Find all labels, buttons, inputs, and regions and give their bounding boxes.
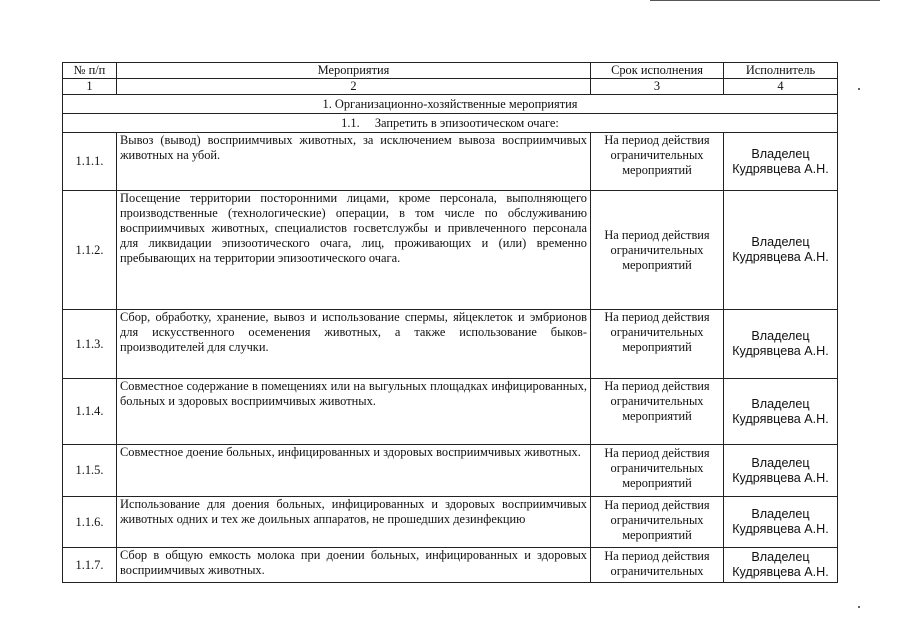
executor-role: Владелец [751,550,810,564]
table-row [63,379,838,445]
row-deadline: На период действия ограничительных мероприятий [591,379,724,445]
row-number: 1.1.5. [63,445,117,497]
executor-role: Владелец [751,396,810,411]
executor-role: Владелец [751,507,810,521]
row-number: 1.1.2. [63,191,117,310]
row-deadline: На период действия ограничительных [591,548,724,583]
header-measures: Мероприятия [117,63,591,79]
column-number: 3 [591,79,724,95]
row-deadline: На период действия ограничительных мероприятий [591,191,724,310]
table-row [63,548,838,583]
scan-mark [858,88,860,90]
row-deadline: На период действия ограничительных мероприятий [591,445,724,497]
row-executor [724,191,838,310]
column-number: 4 [724,79,838,95]
header-row [63,63,838,79]
subsection-row [63,114,838,133]
executor-role: Владелец [751,329,810,343]
executor-name: Кудрявцева А.Н. [732,250,829,264]
subsection-title: Запретить в эпизоотическом очаге: [374,115,559,130]
table-row [63,497,838,548]
row-executor [724,445,838,497]
column-number: 2 [117,79,591,95]
executor-name: Кудрявцева А.Н. [732,161,829,176]
measures-table [62,62,838,583]
executor-role: Владелец [751,146,810,161]
row-description: Совместное содержание в помещениях или на выгульных площадках инфицированных, больных и здоровых восприимчивых животных. [117,379,591,445]
executor-name: Кудрявцева А.Н. [732,411,829,426]
subsection-cell [63,114,838,133]
header-executor: Исполнитель [724,63,838,79]
row-description: Совместное доение больных, инфицированных и здоровых восприимчивых животных. [117,445,591,497]
row-executor [724,497,838,548]
executor-name: Кудрявцева А.Н. [732,344,829,358]
scan-mark [858,606,860,608]
page-top-rule [650,0,880,1]
subsection-number: 1.1. [341,115,360,130]
executor-role: Владелец [751,235,810,249]
table-row [63,445,838,497]
column-number-row [63,79,838,95]
row-number: 1.1.7. [63,548,117,583]
column-number: 1 [63,79,117,95]
row-executor [724,310,838,379]
row-deadline: На период действия ограничительных мероприятий [591,133,724,191]
header-number: № п/п [63,63,117,79]
section-title: 1. Организационно-хозяйственные мероприятия [63,95,838,114]
row-number: 1.1.4. [63,379,117,445]
row-description: Использование для доения больных, инфицированных и здоровых восприимчивых животных одних и тех же доильных аппаратов, не прошедших дезинфекцию [117,497,591,548]
table-row [63,191,838,310]
row-number: 1.1.1. [63,133,117,191]
row-number: 1.1.6. [63,497,117,548]
row-description: Сбор в общую емкость молока при доении больных, инфицированных и здоровых восприимчивых животных. [117,548,591,583]
row-executor [724,379,838,445]
executor-name: Кудрявцева А.Н. [732,522,829,536]
table-row [63,310,838,379]
section-row [63,95,838,114]
row-description: Посещение территории посторонними лицами, кроме персонала, выполняющего производственные (технологические) операции, в том числе по обслуживанию восприимчивых животных, специалистов госветслужбы и привлеченного персонала для ликвидации эпизоотического очага, лиц, проживающих и (или) временно пребывающих на территории эпизоотического очага. [117,191,591,310]
executor-name: Кудрявцева А.Н. [732,565,829,579]
row-executor [724,548,838,583]
table-row [63,133,838,191]
row-description: Вывоз (вывод) восприимчивых животных, за исключением вывоза восприимчивых животных на убой. [117,133,591,191]
row-description: Сбор, обработку, хранение, вывоз и использование спермы, яйцеклеток и эмбрионов для искусственного осеменения животных, а также использование быков-производителей для случки. [117,310,591,379]
row-number: 1.1.3. [63,310,117,379]
executor-name: Кудрявцева А.Н. [732,470,829,485]
header-deadline: Срок исполнения [591,63,724,79]
row-deadline: На период действия ограничительных мероприятий [591,497,724,548]
row-deadline: На период действия ограничительных мероприятий [591,310,724,379]
executor-role: Владелец [751,455,810,470]
row-executor [724,133,838,191]
